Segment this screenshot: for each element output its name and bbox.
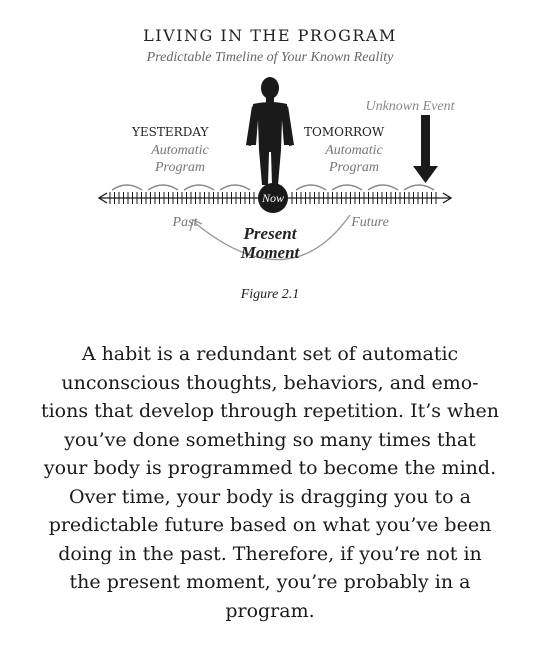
unknown-event-arrow-icon <box>413 115 438 183</box>
future-label: Future <box>351 215 389 230</box>
present-moment-line2: Moment <box>240 243 300 262</box>
now-label: Now <box>261 191 284 205</box>
yesterday-line2: Program <box>154 160 206 175</box>
cycle-arc <box>220 185 250 190</box>
cycle-arc <box>296 185 326 190</box>
cycle-arc <box>184 185 214 190</box>
cycle-arc <box>404 185 434 190</box>
cycle-arc <box>368 185 398 190</box>
unknown-event-label: Unknown Event <box>365 99 455 114</box>
cycle-arc <box>148 185 178 190</box>
figure-caption: Figure 2.1 <box>240 287 300 302</box>
tomorrow-line1: Automatic <box>325 143 383 158</box>
tomorrow-line2: Program <box>328 160 380 175</box>
figure-title: LIVING IN THE PROGRAM <box>143 26 397 45</box>
yesterday-line1: Automatic <box>151 143 209 158</box>
past-label: Past <box>172 215 198 230</box>
figure-subtitle: Predictable Timeline of Your Known Reality <box>146 50 394 65</box>
body-paragraph: A habit is a redundant set of automatic unconscious thoughts, behaviors, and emo-tions that develop through repetition. It’s when you’ve done something so many times that your body is programmed to become the mind. Over time, your body is dragging you to a predictable future based on what you’ve been doing in the past. Therefore, if you’re not in the present moment, you’re probably in a program. <box>40 343 500 622</box>
tomorrow-heading: TOMORROW <box>304 125 385 139</box>
figure-living-in-the-program <box>0 0 540 320</box>
cycle-arc <box>332 185 362 190</box>
present-moment-line1: Present <box>243 224 297 243</box>
human-silhouette-icon <box>246 77 294 185</box>
timeline-diagram <box>0 0 540 320</box>
yesterday-heading: YESTERDAY <box>132 125 209 139</box>
cycle-arc <box>112 185 142 190</box>
